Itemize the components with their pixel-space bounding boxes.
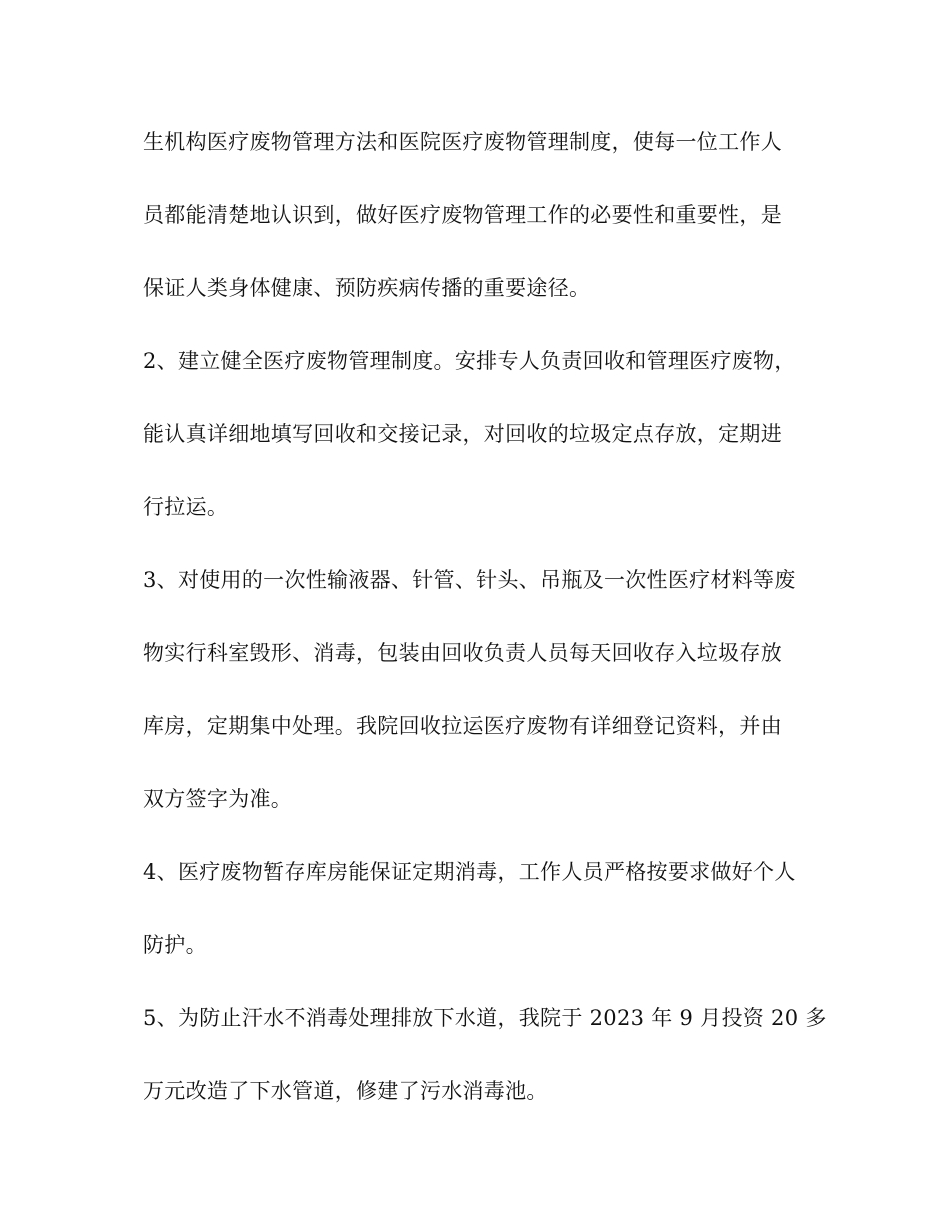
text-line: 5、为防止汗水不消毒处理排放下水道，我院于 2023 年 9 月投资 20 多 xyxy=(143,1006,827,1030)
text-line: 库房，定期集中处理。我院回收拉运医疗废物有详细登记资料，并由 xyxy=(143,714,782,738)
text-line: 物实行科室毁形、消毒，包装由回收负责人员每天回收存入垃圾存放 xyxy=(143,641,782,665)
text-line: 保证人类身体健康、预防疾病传播的重要途径。 xyxy=(143,276,591,300)
text-line: 行拉运。 xyxy=(143,495,229,519)
text-line: 4、医疗废物暂存库房能保证定期消毒，工作人员严格按要求做好个人 xyxy=(143,860,796,884)
text-line: 生机构医疗废物管理方法和医院医疗废物管理制度，使每一位工作人 xyxy=(143,130,782,154)
text-line: 3、对使用的一次性输液器、针管、针头、吊瓶及一次性医疗材料等废 xyxy=(143,568,796,592)
text-line: 双方签字为准。 xyxy=(143,787,293,811)
text-line: 2、建立健全医疗废物管理制度。安排专人负责回收和管理医疗废物， xyxy=(143,349,796,373)
text-line: 万元改造了下水管道，修建了污水消毒池。 xyxy=(143,1079,548,1103)
text-line: 能认真详细地填写回收和交接记录，对回收的垃圾定点存放，定期进 xyxy=(143,422,782,446)
document-body xyxy=(143,120,827,1142)
text-line: 防护。 xyxy=(143,933,207,957)
text-line: 员都能清楚地认识到，做好医疗废物管理工作的必要性和重要性，是 xyxy=(143,203,782,227)
